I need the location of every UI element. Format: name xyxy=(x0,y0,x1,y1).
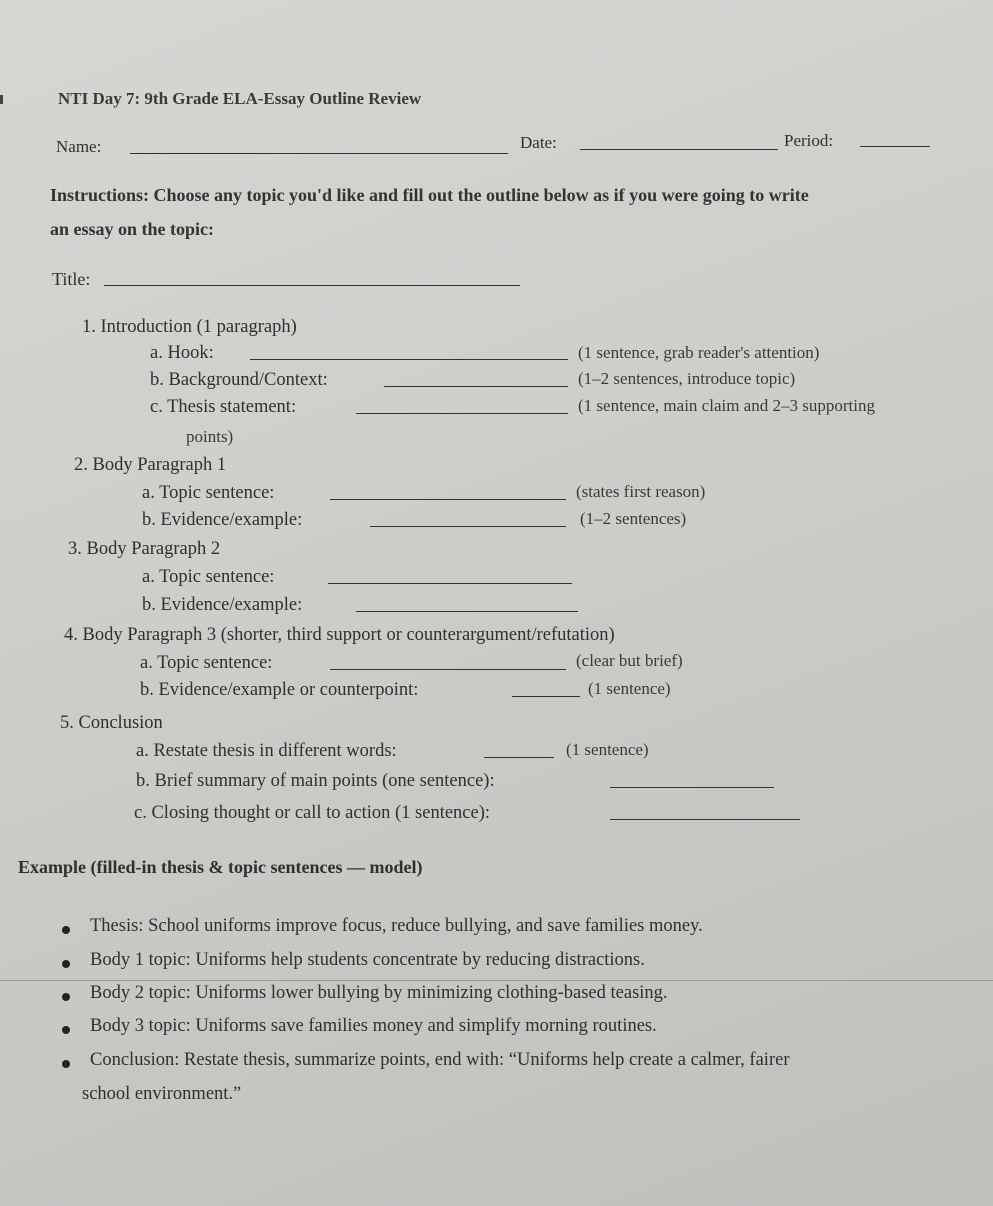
summary-label: b. Brief summary of main points (one sentence): xyxy=(136,771,495,791)
title-blank[interactable] xyxy=(104,284,520,286)
closing-thought-blank[interactable] xyxy=(610,818,800,820)
worksheet-title: NTI Day 7: 9th Grade ELA-Essay Outline Review xyxy=(58,89,422,108)
instructions-line-1: Instructions: Choose any topic you'd like and fill out the outline below as if you were going to write xyxy=(50,185,809,205)
section-1-heading: 1. Introduction (1 paragraph) xyxy=(82,317,297,337)
background-note: (1–2 sentences, introduce topic) xyxy=(578,369,796,388)
period-blank[interactable] xyxy=(860,145,930,147)
thesis-blank[interactable] xyxy=(356,412,568,414)
body3-topic-label: a. Topic sentence: xyxy=(140,653,273,673)
body3-topic-note: (clear but brief) xyxy=(576,651,683,670)
section-4-heading: 4. Body Paragraph 3 (shorter, third support or counterargument/refutation) xyxy=(64,625,615,645)
body1-topic-label: a. Topic sentence: xyxy=(142,483,275,503)
summary-blank[interactable] xyxy=(610,786,774,788)
date-label: Date: xyxy=(520,133,557,152)
body2-topic-label: a. Topic sentence: xyxy=(142,567,275,587)
paper-fold-crease xyxy=(0,980,993,981)
example-body1: Body 1 topic: Uniforms help students concentrate by reducing distractions. xyxy=(90,950,645,970)
name-label: Name: xyxy=(56,137,102,156)
page-edge-mark xyxy=(0,95,3,104)
restate-thesis-note: (1 sentence) xyxy=(566,740,649,759)
title-field-label: Title: xyxy=(52,269,91,289)
body3-evidence-note: (1 sentence) xyxy=(588,679,671,698)
example-conclusion-continued: school environment.” xyxy=(82,1084,242,1104)
instructions-line-2: an essay on the topic: xyxy=(50,219,215,239)
hook-blank[interactable] xyxy=(250,358,568,360)
thesis-note-continued: points) xyxy=(186,427,234,446)
body1-topic-blank[interactable] xyxy=(330,498,566,500)
bullet-dot xyxy=(62,1026,70,1034)
restate-thesis-label: a. Restate thesis in different words: xyxy=(136,741,397,761)
body1-evidence-note: (1–2 sentences) xyxy=(580,509,687,528)
body2-evidence-label: b. Evidence/example: xyxy=(142,595,303,615)
bullet-dot xyxy=(62,960,70,968)
thesis-note: (1 sentence, main claim and 2–3 supporting xyxy=(578,396,875,415)
section-2-heading: 2. Body Paragraph 1 xyxy=(74,455,227,475)
hook-label: a. Hook: xyxy=(150,343,214,363)
body2-evidence-blank[interactable] xyxy=(356,610,578,612)
section-5-heading: 5. Conclusion xyxy=(60,713,163,733)
body1-evidence-label: b. Evidence/example: xyxy=(142,510,303,530)
background-label: b. Background/Context: xyxy=(150,370,328,390)
period-label: Period: xyxy=(784,131,834,150)
body3-evidence-label: b. Evidence/example or counterpoint: xyxy=(140,680,419,700)
restate-thesis-blank[interactable] xyxy=(484,756,554,758)
bullet-dot xyxy=(62,993,70,1001)
bullet-dot xyxy=(62,1060,70,1068)
date-blank[interactable] xyxy=(580,148,778,150)
body1-evidence-blank[interactable] xyxy=(370,525,566,527)
name-blank[interactable] xyxy=(130,152,508,154)
section-3-heading: 3. Body Paragraph 2 xyxy=(68,539,221,559)
example-body3: Body 3 topic: Uniforms save families money and simplify morning routines. xyxy=(90,1016,657,1036)
thesis-label: c. Thesis statement: xyxy=(150,397,297,417)
closing-thought-label: c. Closing thought or call to action (1 sentence): xyxy=(134,803,491,823)
bullet-dot xyxy=(62,926,70,934)
background-blank[interactable] xyxy=(384,385,568,387)
example-thesis: Thesis: School uniforms improve focus, reduce bullying, and save families money. xyxy=(90,916,703,936)
body3-evidence-blank[interactable] xyxy=(512,695,580,697)
example-conclusion: Conclusion: Restate thesis, summarize points, end with: “Uniforms help create a calmer, fairer xyxy=(90,1050,790,1070)
body1-topic-note: (states first reason) xyxy=(576,482,706,501)
body3-topic-blank[interactable] xyxy=(330,668,566,670)
body2-topic-blank[interactable] xyxy=(328,582,572,584)
example-heading: Example (filled-in thesis & topic sentences — model) xyxy=(18,857,423,877)
hook-note: (1 sentence, grab reader's attention) xyxy=(578,343,820,362)
example-body2: Body 2 topic: Uniforms lower bullying by minimizing clothing-based teasing. xyxy=(90,983,668,1003)
